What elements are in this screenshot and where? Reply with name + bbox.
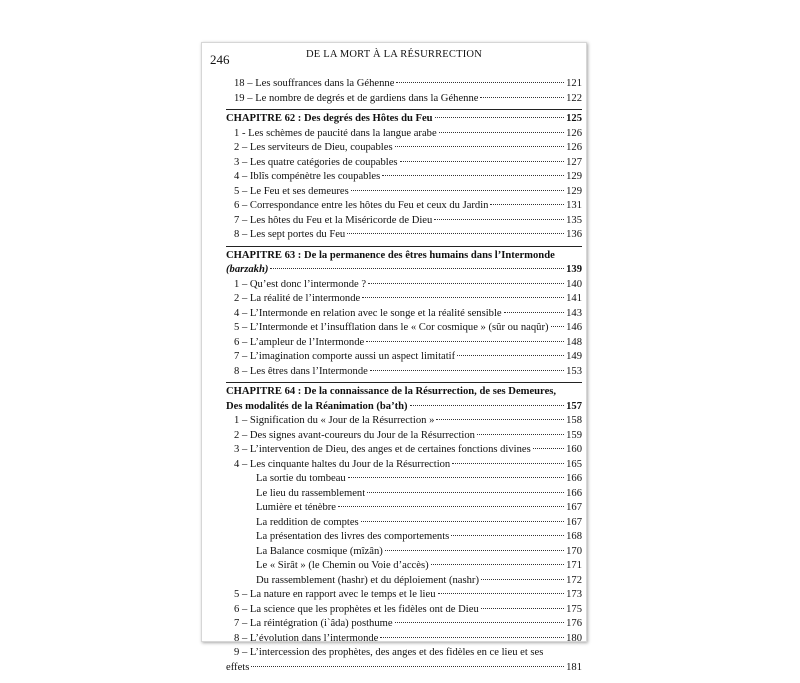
dot-leader: [504, 312, 565, 313]
page-header: [202, 49, 586, 65]
chapter-entry: [226, 112, 582, 127]
entry-page-number: 173: [566, 589, 582, 600]
dot-leader: [435, 117, 565, 118]
dot-leader: [348, 477, 564, 478]
entry-page-number: 167: [566, 516, 582, 528]
table-of-contents: [226, 77, 582, 675]
dot-leader: [481, 579, 564, 580]
entry-title: Le lieu du rassemblement: [256, 487, 366, 499]
entry-page-number: 122: [566, 92, 582, 104]
dot-leader: [533, 448, 564, 449]
dot-leader: [367, 492, 564, 493]
dot-leader: [477, 434, 564, 435]
page-number: 246: [210, 52, 230, 67]
entry-page-number: 170: [566, 545, 582, 557]
entry-title: 5 – L’Intermonde et l’insufflation dans le « Cor cosmique » (sûr ou naqûr): [234, 322, 549, 333]
dot-leader: [452, 463, 564, 464]
entry-title: 6 – La science que les prophètes et les fidèles ont de Dieu: [234, 603, 479, 615]
toc-entry: [226, 429, 582, 444]
chapter-heading-line: CHAPITRE 64 : De la connaissance de la Résurrection, de ses Demeures,: [226, 386, 557, 397]
entry-title: Des modalités de la Réanimation (ba’th): [226, 400, 408, 412]
entry-page-number: 121: [566, 78, 582, 89]
toc-entry: [226, 603, 582, 618]
entry-page-number: 172: [566, 574, 582, 586]
entry-page-number: 136: [566, 229, 582, 240]
entry-page-number: 140: [566, 278, 582, 290]
toc-subentry: [226, 516, 582, 531]
dot-leader: [361, 521, 564, 522]
toc-entry: [226, 127, 582, 142]
toc-subentry: [226, 559, 582, 574]
entry-page-number: 141: [566, 293, 582, 304]
entry-title: Le « Sirât » (le Chemin ou Voie d’accès): [256, 560, 429, 571]
toc-entry: [226, 214, 582, 229]
toc-subentry: [226, 472, 582, 487]
entry-page-number: 149: [566, 351, 582, 362]
toc-entry: [226, 77, 582, 92]
entry-title: La sortie du tombeau: [256, 473, 346, 484]
dot-leader: [438, 593, 565, 594]
entry-title: (barzakh): [226, 264, 269, 275]
dot-leader: [431, 564, 565, 565]
entry-title: 8 – L’évolution dans l’intermonde: [234, 632, 379, 644]
entry-page-number: 171: [566, 560, 582, 571]
toc-entry: [226, 228, 582, 243]
toc-entry: [226, 661, 582, 676]
dot-leader: [551, 326, 565, 327]
entry-page-number: 125: [566, 113, 582, 124]
entry-title: 2 – La réalité de l’intermonde: [234, 293, 361, 304]
dot-leader: [362, 297, 564, 298]
entry-title: 4 – Iblîs compénètre les coupables: [234, 171, 381, 182]
dot-leader: [434, 219, 564, 220]
toc-subentry: [226, 574, 582, 589]
chapter-entry: [226, 263, 582, 278]
entry-title: 4 – L’Intermonde en relation avec le songe et la réalité sensible: [234, 307, 502, 319]
entry-title: 2 – Des signes avant-coureurs du Jour de la Résurrection: [234, 429, 475, 441]
entry-page-number: 166: [566, 487, 582, 499]
dot-leader: [380, 637, 564, 638]
toc-entry: [226, 278, 582, 293]
entry-title: Lumière et ténèbre: [256, 502, 336, 513]
toc-entry: [226, 632, 582, 647]
section-divider: [226, 382, 582, 383]
toc-entry: [226, 321, 582, 336]
dot-leader: [366, 341, 564, 342]
dot-leader: [351, 190, 564, 191]
entry-page-number: 176: [566, 618, 582, 629]
entry-page-number: 127: [566, 156, 582, 168]
book-page: [201, 42, 587, 673]
dot-leader: [338, 506, 564, 507]
entry-title: 7 – Les hôtes du Feu et la Miséricorde de Dieu: [234, 214, 433, 226]
entry-title: 7 – La réintégration (i`âda) posthume: [234, 618, 393, 629]
entry-title: 1 – Signification du « Jour de la Résurrection »: [234, 415, 435, 426]
entry-page-number: 166: [566, 473, 582, 484]
dot-leader: [382, 175, 564, 176]
entry-title: 1 – Qu’est donc l’intermonde ?: [234, 278, 367, 290]
entry-page-number: 180: [566, 632, 582, 644]
dot-leader: [439, 132, 564, 133]
entry-title: effets: [226, 661, 250, 673]
entry-title: 5 – Le Feu et ses demeures: [234, 185, 349, 197]
entry-title: 4 – Les cinquante haltes du Jour de la Résurrection: [234, 458, 451, 470]
entry-title: 18 – Les souffrances dans la Géhenne: [234, 78, 395, 89]
entry-title: La Balance cosmique (mîzân): [256, 545, 383, 557]
entry-page-number: 129: [566, 185, 582, 197]
entry-title: La reddition de comptes: [256, 516, 359, 528]
toc-entry: [226, 336, 582, 351]
toc-entry: [226, 141, 582, 156]
entry-page-number: 148: [566, 336, 582, 348]
toc-entry: [226, 617, 582, 632]
entry-page-number: 159: [566, 429, 582, 441]
entry-page-number: 181: [566, 661, 582, 673]
entry-page-number: 158: [566, 415, 582, 426]
chapter-entry: [226, 400, 582, 415]
entry-title: 8 – Les êtres dans l’Intermonde: [234, 365, 368, 377]
running-head: DE LA MORT À LA RÉSURRECTION: [306, 49, 482, 60]
toc-entry-line: 9 – L’intercession des prophètes, des anges et des fidèles en ce lieu et ses: [234, 647, 544, 658]
entry-title: 6 – Correspondance entre les hôtes du Feu et ceux du Jardin: [234, 200, 489, 211]
entry-page-number: 143: [566, 307, 582, 319]
toc-entry: [226, 307, 582, 322]
toc-subentry: [226, 545, 582, 560]
entry-title: La présentation des livres des comportements: [256, 531, 450, 542]
entry-page-number: 126: [566, 127, 582, 139]
entry-title: 7 – L’imagination comporte aussi un aspect limitatif: [234, 351, 456, 362]
dot-leader: [490, 204, 564, 205]
dot-leader: [396, 82, 564, 83]
entry-page-number: 175: [566, 603, 582, 615]
dot-leader: [481, 608, 564, 609]
toc-entry: [226, 365, 582, 380]
entry-page-number: 153: [566, 365, 582, 377]
toc-entry: [226, 185, 582, 200]
entry-page-number: 146: [566, 322, 582, 333]
entry-page-number: 168: [566, 531, 582, 542]
entry-page-number: 139: [566, 264, 582, 275]
entry-page-number: 165: [566, 458, 582, 470]
entry-title: CHAPITRE 62 : Des degrés des Hôtes du Feu: [226, 113, 433, 124]
section-divider: [226, 246, 582, 247]
entry-page-number: 131: [566, 200, 582, 211]
entry-page-number: 160: [566, 444, 582, 455]
entry-page-number: 167: [566, 502, 582, 513]
dot-leader: [480, 97, 564, 98]
toc-entry: [226, 458, 582, 473]
toc-entry: [226, 199, 582, 214]
dot-leader: [395, 146, 565, 147]
entry-title: 3 – Les quatre catégories de coupables: [234, 156, 398, 168]
toc-entry: [226, 588, 582, 603]
entry-page-number: 135: [566, 214, 582, 226]
entry-title: 8 – Les sept portes du Feu: [234, 229, 346, 240]
dot-leader: [347, 233, 564, 234]
toc-subentry: [226, 501, 582, 516]
dot-leader: [368, 283, 564, 284]
dot-leader: [370, 370, 564, 371]
dot-leader: [451, 535, 564, 536]
section-divider: [226, 109, 582, 110]
toc-subentry: [226, 530, 582, 545]
dot-leader: [457, 355, 564, 356]
dot-leader: [395, 622, 565, 623]
dot-leader: [410, 405, 565, 406]
dot-leader: [436, 419, 564, 420]
toc-entry: [226, 443, 582, 458]
entry-title: 2 – Les serviteurs de Dieu, coupables: [234, 142, 393, 153]
toc-entry: [226, 170, 582, 185]
entry-title: 3 – L’intervention de Dieu, des anges et de certaines fonctions divines: [234, 444, 531, 455]
toc-entry: [226, 414, 582, 429]
dot-leader: [251, 666, 564, 667]
entry-title: 1 - Les schèmes de paucité dans la langue arabe: [234, 127, 437, 139]
dot-leader: [385, 550, 564, 551]
toc-entry: [226, 350, 582, 365]
toc-entry: [226, 92, 582, 107]
entry-title: 6 – L’ampleur de l’Intermonde: [234, 336, 365, 348]
toc-subentry: [226, 487, 582, 502]
entry-title: 19 – Le nombre de degrés et de gardiens dans la Géhenne: [234, 92, 479, 104]
entry-page-number: 129: [566, 171, 582, 182]
toc-entry: [226, 292, 582, 307]
dot-leader: [270, 268, 564, 269]
chapter-heading-line: CHAPITRE 63 : De la permanence des êtres humains dans l’Intermonde: [226, 249, 555, 261]
entry-page-number: 126: [566, 142, 582, 153]
dot-leader: [400, 161, 565, 162]
entry-page-number: 157: [566, 400, 582, 412]
entry-title: Du rassemblement (hashr) et du déploiement (nashr): [256, 574, 479, 586]
toc-entry: [226, 156, 582, 171]
entry-title: 5 – La nature en rapport avec le temps et le lieu: [234, 589, 436, 600]
